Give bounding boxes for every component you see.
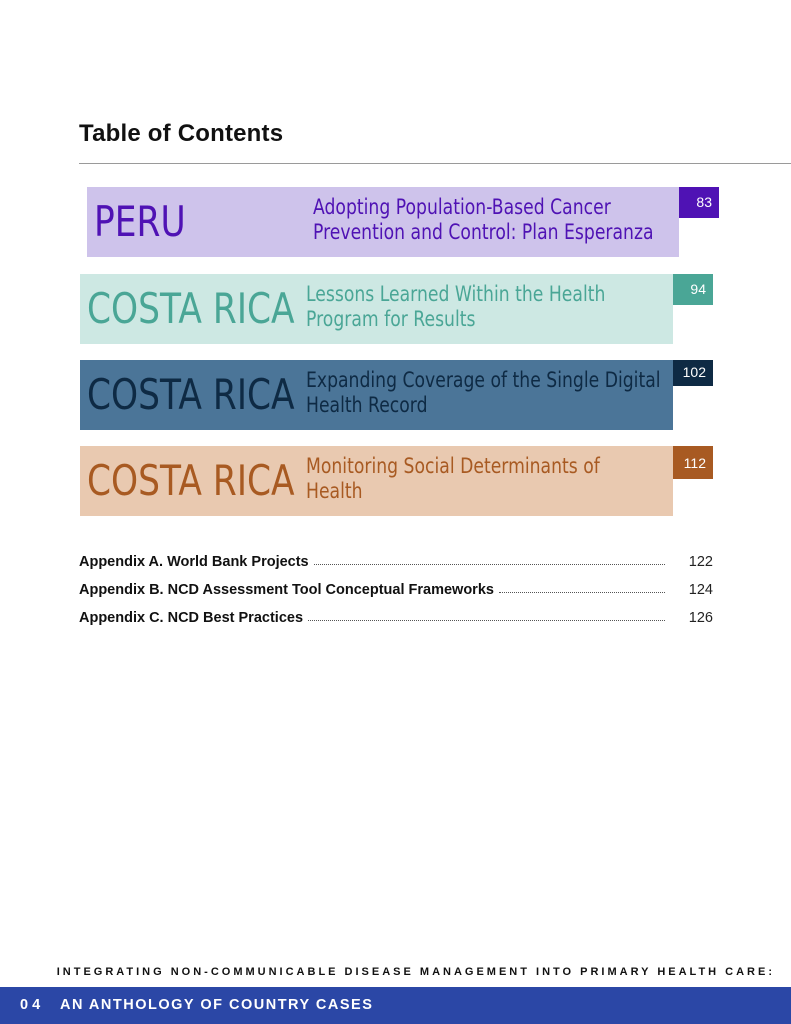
dot-leader: [314, 564, 665, 565]
appendix-label: Appendix C. NCD Best Practices: [79, 610, 304, 626]
page-title: Table of Contents: [79, 120, 284, 147]
chapter-country: COSTA RICA: [87, 284, 295, 333]
page-number: 04: [20, 997, 45, 1013]
title-divider: [79, 163, 791, 164]
toc-entry-peru[interactable]: [87, 187, 679, 257]
footer-bar: [0, 987, 791, 1024]
toc-entry-costa-rica-lessons[interactable]: [80, 274, 673, 344]
toc-entry-appendix-a[interactable]: [79, 550, 713, 570]
toc-entry-appendix-b[interactable]: [79, 578, 713, 598]
appendix-label: Appendix A. World Bank Projects: [79, 554, 309, 570]
toc-entry-appendix-c[interactable]: [79, 606, 713, 626]
chapter-title: Lessons Learned Within the Health Program for Results: [306, 282, 606, 331]
chapter-country: PERU: [94, 197, 186, 246]
chapter-title: Expanding Coverage of the Single Digital Health Record: [306, 368, 661, 417]
running-title: INTEGRATING NON-COMMUNICABLE DISEASE MANAGEMENT INTO PRIMARY HEALTH CARE:: [56, 966, 775, 978]
chapter-country: COSTA RICA: [87, 370, 295, 419]
footer-subtitle: AN ANTHOLOGY OF COUNTRY CASES: [60, 997, 374, 1013]
appendix-label: Appendix B. NCD Assessment Tool Conceptual Frameworks: [79, 582, 494, 598]
chapter-page-number[interactable]: 83: [679, 187, 719, 218]
appendix-page-number: 126: [688, 610, 713, 626]
chapter-country: COSTA RICA: [87, 456, 295, 505]
toc-entry-costa-rica-social[interactable]: [80, 446, 673, 516]
chapter-page-number[interactable]: 112: [673, 446, 713, 479]
chapter-page-number[interactable]: 102: [673, 360, 713, 386]
toc-entry-costa-rica-digital[interactable]: [80, 360, 673, 430]
chapter-title: Adopting Population-Based Cancer Prevention and Control: Plan Esperanza: [313, 195, 654, 244]
chapter-page-number[interactable]: 94: [673, 274, 713, 305]
appendix-page-number: 124: [688, 582, 713, 598]
dot-leader: [308, 620, 665, 621]
dot-leader: [499, 592, 665, 593]
appendix-page-number: 122: [688, 554, 713, 570]
chapter-title: Monitoring Social Determinants of Health: [306, 454, 600, 503]
